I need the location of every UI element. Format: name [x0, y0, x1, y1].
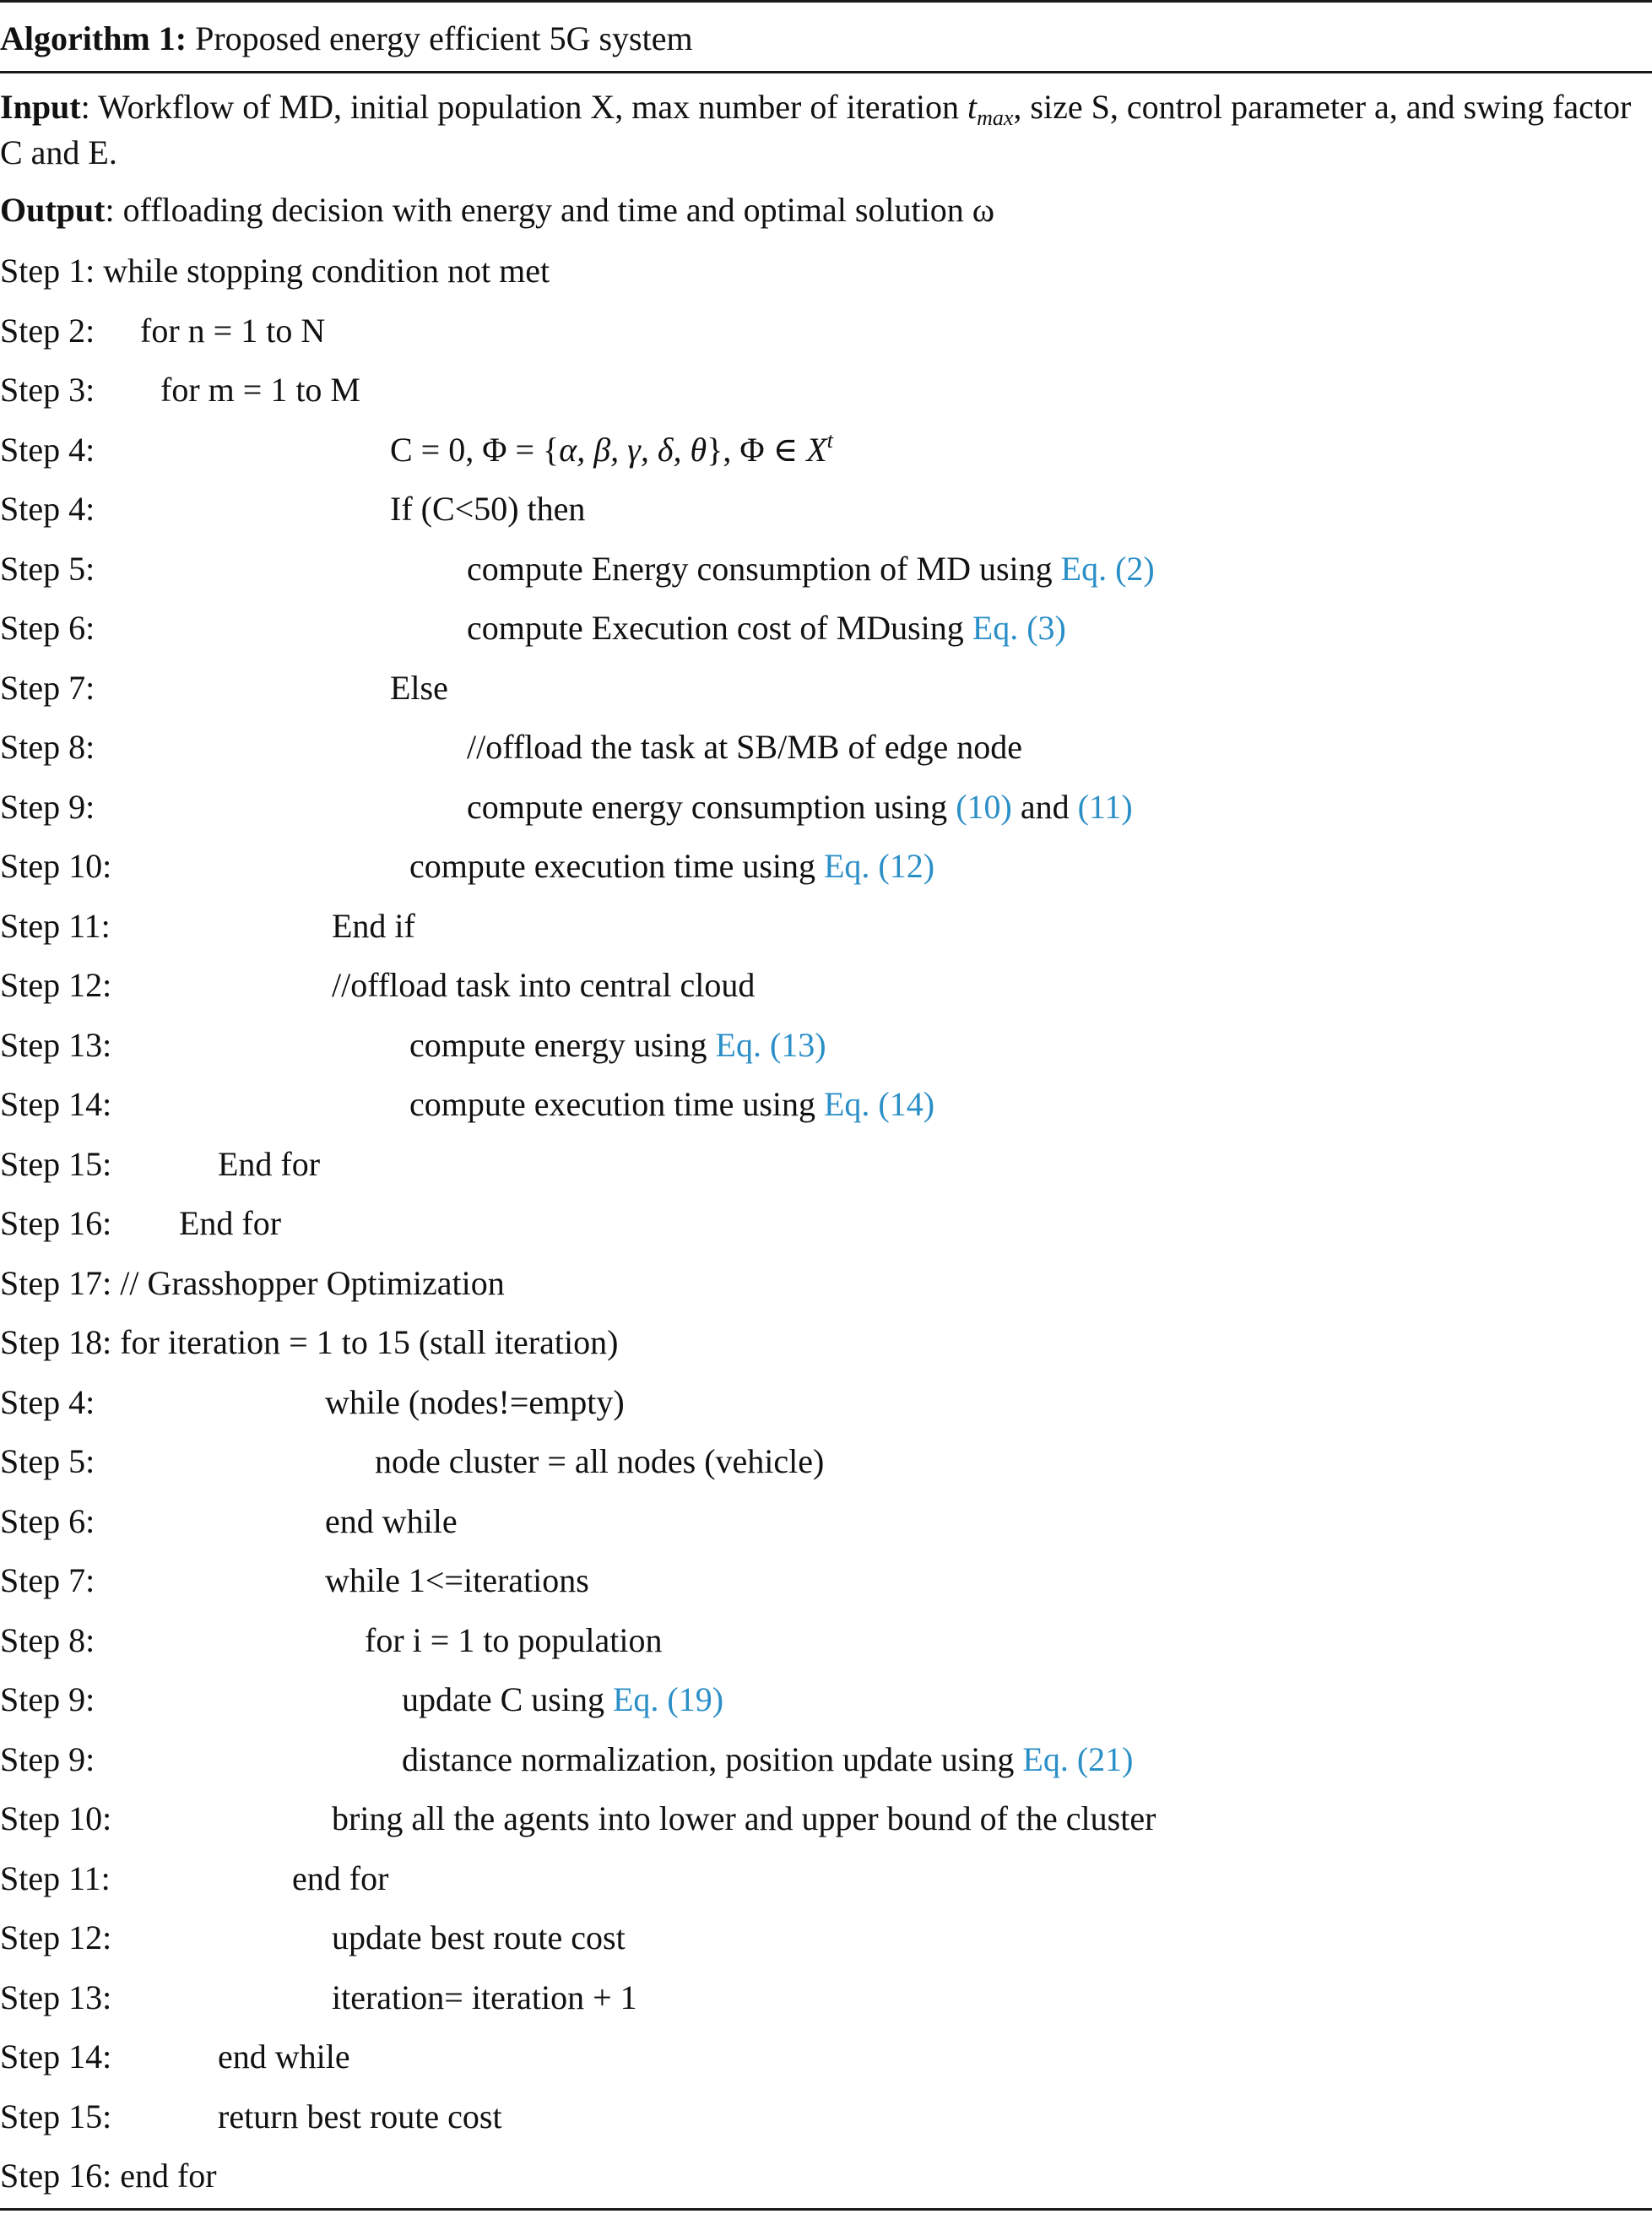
step-row	[0, 427, 1652, 487]
step-content-b: }, Φ ∈	[707, 430, 807, 469]
step-content	[409, 1023, 826, 1068]
input-label: Input	[0, 88, 81, 126]
step-row	[0, 665, 1652, 725]
step-content: end while	[325, 1501, 458, 1540]
step-label: Step 8:	[0, 1620, 95, 1659]
step-label: Step 16: end for	[0, 2157, 217, 2195]
step-label: Step 16:	[0, 1204, 112, 1242]
equation-link[interactable]: Eq. (3)	[972, 609, 1066, 647]
input-text-after: , size S, control parameter a, and swing factor C and E.	[0, 88, 1632, 171]
output-label: Output	[0, 191, 106, 229]
step-row	[0, 1975, 1652, 2035]
algorithm-title	[0, 19, 693, 59]
step-row	[0, 605, 1652, 665]
step-content: iteration= iteration + 1	[332, 1978, 637, 2016]
equation-link[interactable]: Eq. (21)	[1022, 1739, 1134, 1778]
step-content	[467, 784, 1133, 830]
steps-list	[0, 248, 1652, 2213]
input-var-max: max	[977, 106, 1014, 130]
equation-link[interactable]: Eq. (12)	[824, 847, 935, 885]
step-text: compute Energy consumption of MD using	[467, 549, 1061, 588]
step-content: //offload task into central cloud	[332, 966, 756, 1004]
step-row	[0, 1915, 1652, 1975]
step-row	[0, 2094, 1652, 2154]
step-label: Step 9:	[0, 1680, 95, 1718]
step-content	[402, 1737, 1134, 1783]
step-content: for m = 1 to M	[160, 371, 360, 409]
step-text: compute execution time using	[409, 1085, 824, 1123]
step-label: Step 6:	[0, 1501, 95, 1540]
step-row	[0, 1261, 1652, 1321]
step-label: Step 17: // Grasshopper Optimization	[0, 1263, 505, 1302]
input-line	[0, 84, 1652, 176]
step-row	[0, 844, 1652, 904]
step-row	[0, 1499, 1652, 1559]
step-content: End for	[218, 1144, 321, 1183]
step-content: end while	[218, 2038, 350, 2076]
equation-link[interactable]: Eq. (2)	[1060, 549, 1155, 588]
step-label: Step 13:	[0, 1025, 112, 1064]
step-row	[0, 308, 1652, 368]
step-label: Step 5:	[0, 549, 95, 588]
step-content: End if	[332, 906, 415, 945]
step-row	[0, 2034, 1652, 2094]
step-content-a: C = 0, Φ = {	[390, 430, 560, 469]
step-label: Step 2:	[0, 311, 95, 350]
step-greek-vars: α, β, γ, δ, θ	[559, 430, 707, 469]
step-label: Step 11:	[0, 1859, 111, 1897]
step-content: while (nodes!=empty)	[325, 1382, 625, 1421]
step-row	[0, 1558, 1652, 1618]
step-row	[0, 1320, 1652, 1380]
step-content	[390, 427, 833, 473]
step-row	[0, 1796, 1652, 1856]
step-label: Step 15:	[0, 1144, 112, 1183]
step-var-sup: t	[826, 427, 833, 453]
step-label: Step 7:	[0, 668, 95, 707]
step-content: //offload the task at SB/MB of edge node	[467, 728, 1023, 766]
step-row	[0, 724, 1652, 784]
step-content	[402, 1677, 723, 1723]
step-content: node cluster = all nodes (vehicle)	[375, 1442, 825, 1480]
step-label: Step 4:	[0, 1382, 95, 1421]
step-label: Step 7:	[0, 1561, 95, 1599]
step-content: Else	[390, 668, 448, 707]
step-label: Step 3:	[0, 371, 95, 409]
bottom-rule	[0, 2208, 1652, 2211]
step-content: update best route cost	[332, 1918, 626, 1956]
step-content: End for	[179, 1204, 282, 1242]
step-label: Step 14:	[0, 2038, 112, 2076]
step-label: Step 4:	[0, 490, 95, 528]
step-row	[0, 1856, 1652, 1916]
step-content: for n = 1 to N	[140, 311, 326, 350]
step-row	[0, 486, 1652, 546]
step-content	[467, 546, 1155, 592]
step-label: Step 9:	[0, 787, 95, 826]
step-label: Step 10:	[0, 1799, 112, 1837]
step-row	[0, 784, 1652, 844]
step-content: end for	[292, 1859, 389, 1897]
step-content: bring all the agents into lower and upper bound of the cluster	[332, 1799, 1156, 1837]
equation-link[interactable]: Eq. (13)	[715, 1025, 826, 1064]
input-var-t: t	[967, 88, 978, 126]
output-line	[0, 187, 1652, 233]
step-row	[0, 1142, 1652, 1202]
step-label: Step 12:	[0, 966, 112, 1004]
step-row	[0, 1677, 1652, 1737]
step-row	[0, 248, 1652, 308]
step-row	[0, 963, 1652, 1023]
step-label: Step 6:	[0, 609, 95, 647]
step-label: Step 12:	[0, 1918, 112, 1956]
algorithm-label: Algorithm 1:	[0, 19, 187, 57]
step-label: Step 9:	[0, 1739, 95, 1778]
step-text: compute energy consumption using	[467, 787, 956, 826]
step-text: compute execution time using	[409, 847, 824, 885]
step-text: distance normalization, position update using	[402, 1739, 1023, 1778]
step-row	[0, 2153, 1652, 2213]
header-rule	[0, 71, 1652, 73]
step-label: Step 1: while stopping condition not met	[0, 252, 550, 290]
step-row	[0, 1201, 1652, 1261]
step-row	[0, 1082, 1652, 1142]
step-row	[0, 546, 1652, 606]
equation-link[interactable]: Eq. (19)	[612, 1680, 724, 1718]
step-row	[0, 1023, 1652, 1083]
step-content: while 1<=iterations	[325, 1561, 589, 1599]
step-row	[0, 1618, 1652, 1678]
step-label: Step 15:	[0, 2097, 112, 2135]
step-label: Step 11:	[0, 906, 111, 945]
step-label: Step 4:	[0, 430, 95, 469]
step-content	[409, 844, 934, 889]
step-text-mid: and	[1011, 787, 1078, 826]
step-label: Step 10:	[0, 847, 112, 885]
input-text-before: : Workflow of MD, initial population X, max number of iteration	[80, 88, 967, 126]
step-label: Step 13:	[0, 1978, 112, 2016]
step-text: compute energy using	[409, 1025, 716, 1064]
equation-link[interactable]: (11)	[1077, 787, 1133, 826]
step-content	[467, 605, 1066, 651]
step-content: If (C<50) then	[390, 490, 586, 528]
equation-link[interactable]: Eq. (14)	[824, 1085, 935, 1123]
step-row	[0, 1439, 1652, 1499]
step-content: return best route cost	[218, 2097, 502, 2135]
step-content: for i = 1 to population	[365, 1620, 663, 1659]
step-row	[0, 367, 1652, 427]
step-label: Step 18: for iteration = 1 to 15 (stall iteration)	[0, 1323, 619, 1361]
step-label: Step 5:	[0, 1442, 95, 1480]
step-content	[409, 1082, 934, 1127]
step-var-x: X	[806, 430, 827, 469]
output-text: : offloading decision with energy and time and optimal solution ω	[105, 191, 995, 229]
step-row	[0, 1380, 1652, 1440]
step-text: update C using	[402, 1680, 613, 1718]
top-rule	[0, 0, 1652, 3]
step-row	[0, 1737, 1652, 1797]
algorithm-title-text: Proposed energy efficient 5G system	[195, 19, 693, 57]
step-label: Step 8:	[0, 728, 95, 766]
step-label: Step 14:	[0, 1085, 112, 1123]
step-text: compute Execution cost of MDusing	[467, 609, 972, 647]
equation-link[interactable]: (10)	[956, 787, 1012, 826]
step-row	[0, 904, 1652, 963]
